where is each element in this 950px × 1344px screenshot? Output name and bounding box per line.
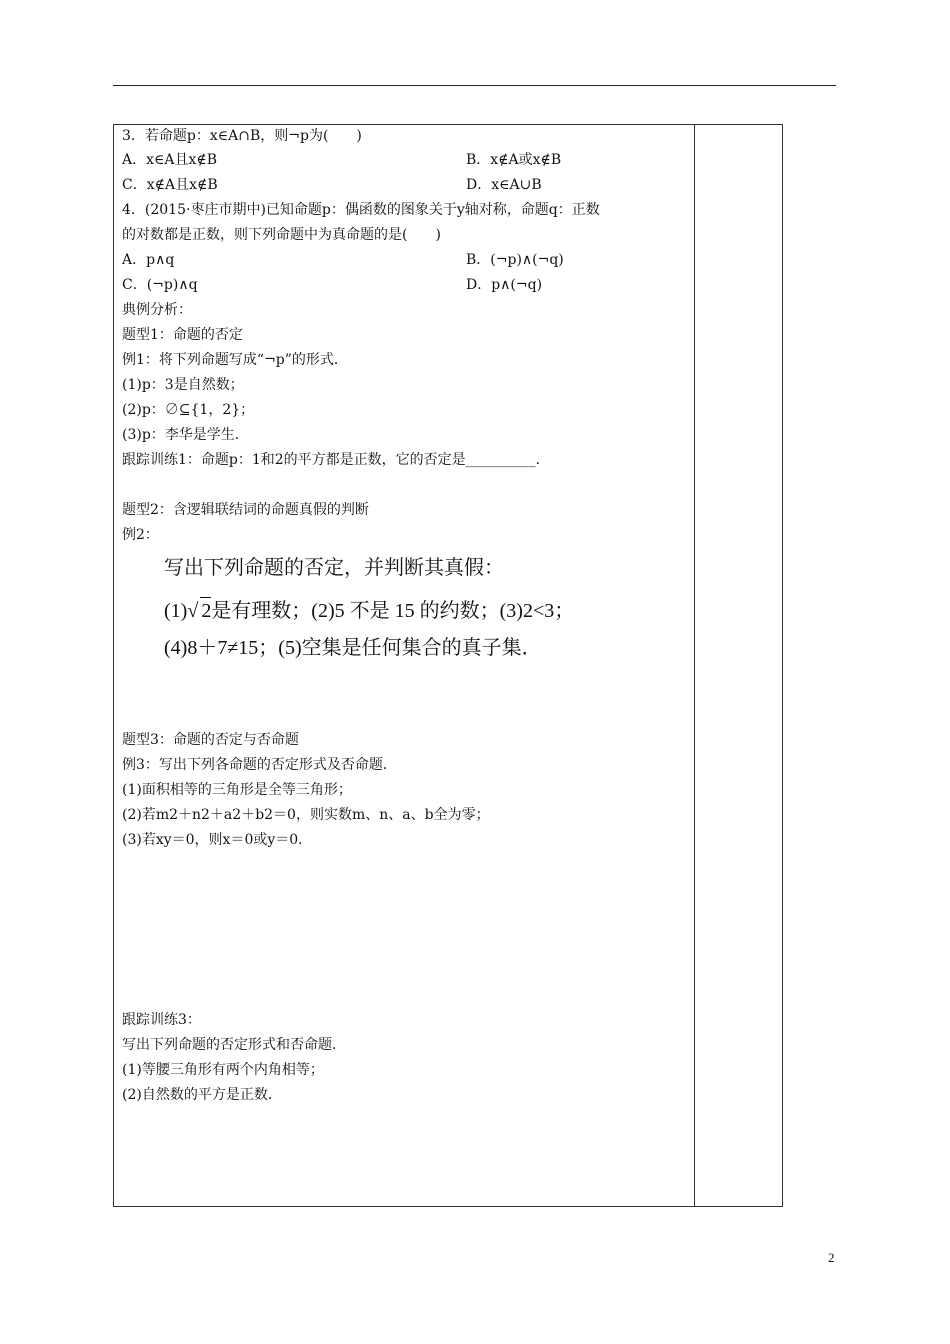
example3-item2: (2)若m2＋n2＋a2＋b2＝0，则实数m、n、a、b全为零； <box>122 807 490 823</box>
example2-line1 <box>164 597 574 624</box>
example3-item1: (1)面积相等的三角形是全等三角形； <box>122 782 352 798</box>
sqrt-symbol: √ <box>187 600 199 622</box>
example2: 例2： <box>122 527 159 543</box>
sqrt-radicand: 2 <box>200 597 211 624</box>
type2-heading: 题型2：含逻辑联结词的命题真假的判断 <box>122 502 369 518</box>
example1-item2: (2)p：∅⊆{1，2}； <box>122 402 255 418</box>
q4-option-c: C．(¬p)∧q <box>122 277 198 293</box>
q4-option-a: A．p∧q <box>122 252 175 268</box>
page-number: 2 <box>828 1250 835 1265</box>
example2-line1-rest: 是有理数；(2)5 不是 15 的约数；(3)2<3； <box>211 600 575 622</box>
analysis-heading: 典例分析： <box>122 302 192 318</box>
example1-item1: (1)p：3是自然数； <box>122 377 244 393</box>
tracking-exercise1: 跟踪训练1：命题p：1和2的平方都是正数，它的否定是__________． <box>122 452 550 468</box>
example3-item3: (3)若xy＝0，则x＝0或y＝0． <box>122 832 313 848</box>
tracking-exercise3-item1: (1)等腰三角形有两个内角相等； <box>122 1062 324 1078</box>
example1-item3: (3)p：李华是学生． <box>122 427 249 443</box>
q3-option-b: B．x∉A或x∉B <box>466 152 562 168</box>
example3: 例3：写出下列各命题的否定形式及否命题． <box>122 757 397 773</box>
table-column-divider <box>694 124 695 1207</box>
q4-option-b: B．(¬p)∧(¬q) <box>466 252 564 268</box>
example1: 例1：将下列命题写成“¬p”的形式． <box>122 352 348 368</box>
type1-heading: 题型1：命题的否定 <box>122 327 243 343</box>
tracking-exercise3-intro: 写出下列命题的否定形式和否命题． <box>122 1037 346 1053</box>
q3-option-c: C．x∉A且x∉B <box>122 177 218 193</box>
q4-option-d: D．p∧(¬q) <box>466 277 543 293</box>
tracking-exercise3-item2: (2)自然数的平方是正数． <box>122 1087 282 1103</box>
q3-option-d: D．x∈A∪B <box>466 177 542 193</box>
q3-stem: 3．若命题p：x∈A∩B，则¬p为( ) <box>122 128 362 144</box>
q4-stem-line1: 4．(2015·枣庄市期中)已知命题p：偶函数的图象关于y轴对称，命题q：正数 <box>122 202 600 218</box>
q4-stem-line2: 的对数都是正数，则下列命题中为真命题的是( ) <box>122 227 441 243</box>
header-rule <box>113 85 836 86</box>
type3-heading: 题型3：命题的否定与否命题 <box>122 732 299 748</box>
example2-line2: (4)8＋7≠15；(5)空集是任何集合的真子集． <box>164 637 542 659</box>
example2-line1-prefix: (1) <box>164 600 188 622</box>
q3-option-a: A．x∈A且x∉B <box>122 152 218 168</box>
example2-intro: 写出下列命题的否定，并判断其真假： <box>164 557 504 579</box>
tracking-exercise3: 跟踪训练3： <box>122 1012 201 1028</box>
